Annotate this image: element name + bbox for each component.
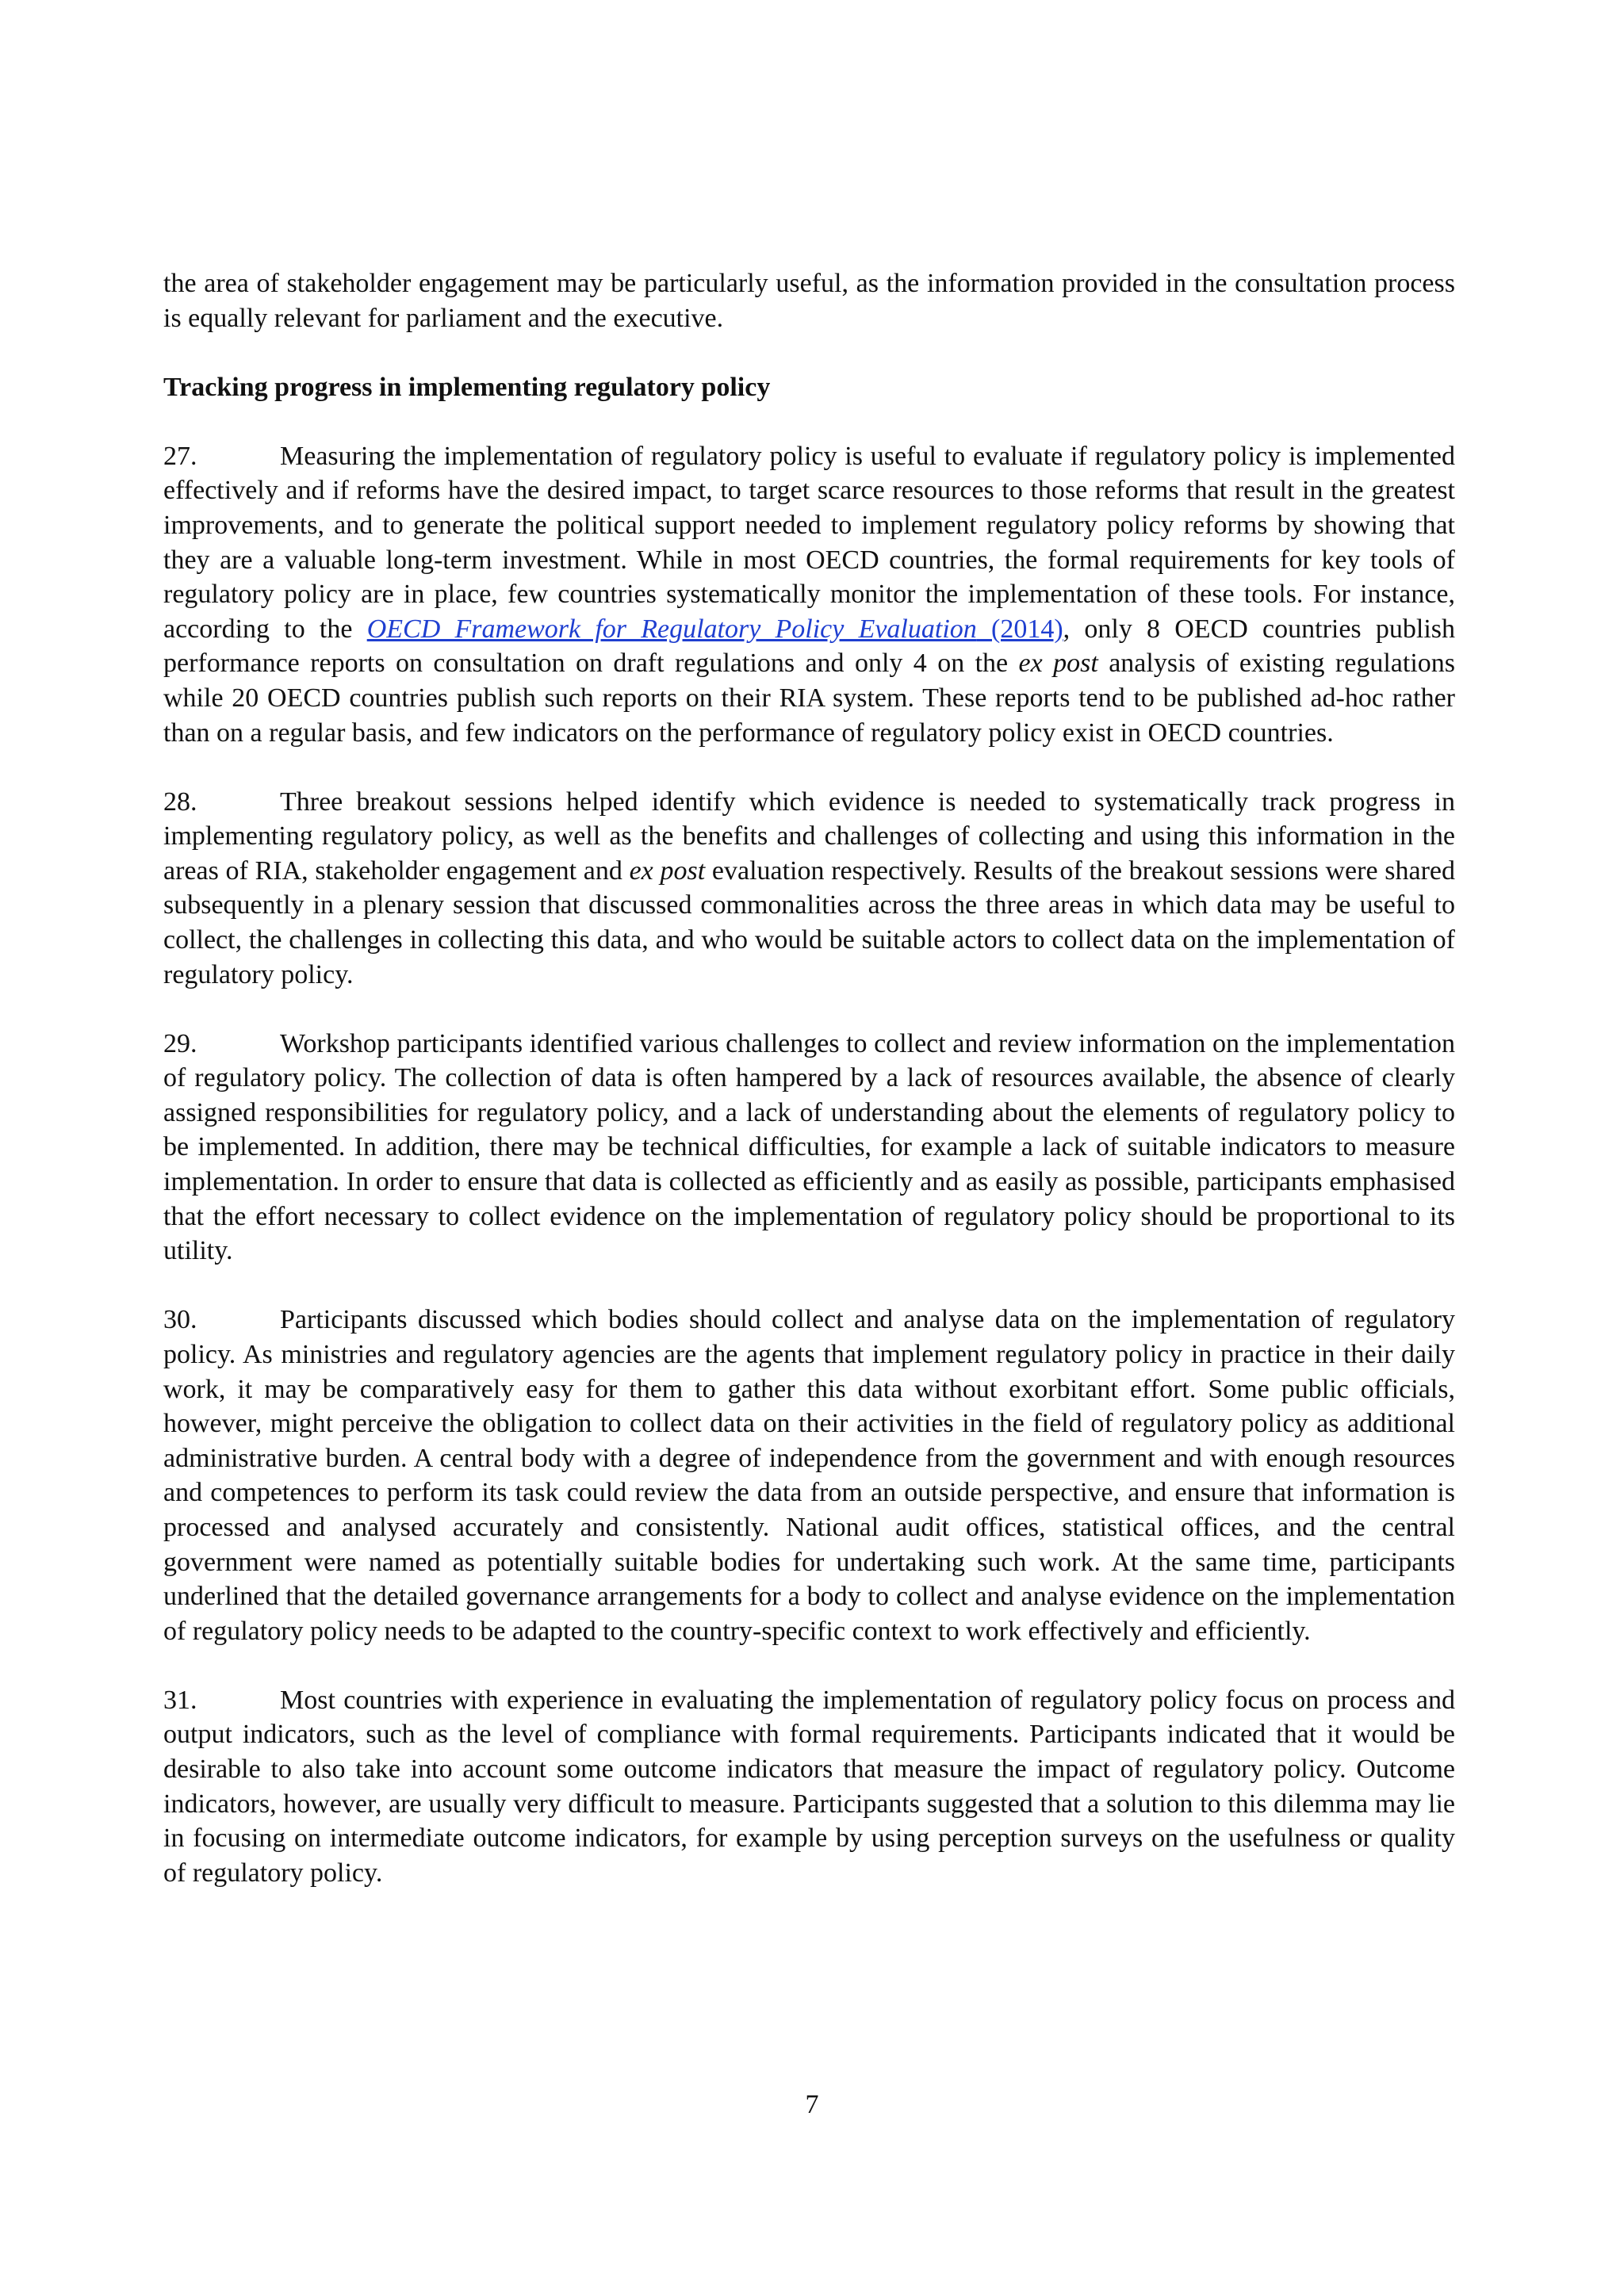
paragraph-27 bbox=[163, 439, 1455, 750]
paragraph-text: Most countries with experience in evaluating the implementation of regulatory policy focus on process and output indicators, such as the level of compliance with formal requirements. Participants indicated that it would be desirable to also take into account some outcome indicators that measure the impact of regulatory policy. Outcome indicators, however, are usually very difficult to measure. Participants suggested that a solution to this dilemma may lie in focusing on intermediate outcome indicators, for example by using perception surveys on the usefulness or quality of regulatory policy. bbox=[163, 1685, 1455, 1888]
paragraph-number: 30. bbox=[163, 1305, 197, 1335]
paragraph-text: , only 8 OECD countries publish performance reports on consultation on draft regulations and only 4 on the bbox=[163, 614, 1455, 679]
paragraph-number: 28. bbox=[163, 786, 197, 817]
section-heading: Tracking progress in implementing regulatory policy bbox=[163, 372, 771, 402]
paragraph-number: 27. bbox=[163, 441, 197, 471]
paragraph-text: analysis of existing regulations while 20 OECD countries publish such reports on their RIA system. These reports tend to be published ad-hoc rather than on a regular basis, and few indicators on the performance of regulatory policy exist in OECD countries. bbox=[163, 649, 1455, 748]
paragraph-text: evaluation respectively. Results of the breakout sessions were shared subsequently in a plenary session that discussed commonalities across the three areas in which data may be useful to collect, the challenges in collecting this data, and who would be suitable actors to collect data on the implementation of regulatory policy. bbox=[163, 855, 1455, 989]
paragraph-text: Workshop participants identified various challenges to collect and review information on the implementation of regulatory policy. The collection of data is often hampered by a lack of resources available, the absence of clearly assigned responsibilities for regulatory policy, and a lack of understanding about the elements of regulatory policy to be implemented. In addition, there may be technical difficulties, for example a lack of suitable indicators to measure implementation. In order to ensure that data is collected as efficiently and as easily as possible, participants emphasised that the effort necessary to collect evidence on the implementation of regulatory policy should be proportional to its utility. bbox=[163, 1028, 1455, 1266]
italic-term: ex post bbox=[629, 855, 706, 886]
paragraph-text: Participants discussed which bodies should collect and analyse data on the implementation of regulatory policy. As ministries and regulatory agencies are the agents that implement regulatory policy in practice in their daily work, it may be comparatively easy for them to gather this data without exorbitant effort. Some public officials, however, might perceive the obligation to collect data on their activities in the field of regulatory policy as additional administrative burden. A central body with a degree of independence from the government and with enough resources and competences to perform its task could review the data from an outside perspective, and ensure that information is processed and analysed accurately and consistently. National audit offices, statistical offices, and the central government were named as potentially suitable bodies for undertaking such work. At the same time, participants underlined that the detailed governance arrangements for a body to collect and analyse evidence on the implementation of regulatory policy needs to be adapted to the country-specific context to work effectively and efficiently. bbox=[163, 1305, 1455, 1646]
paragraph-number: 31. bbox=[163, 1685, 197, 1715]
intro-paragraph: the area of stakeholder engagement may be particularly useful, as the information provided in the consultation process is equally relevant for parliament and the executive. bbox=[163, 269, 1455, 333]
paragraph-28 bbox=[163, 785, 1455, 993]
paragraph-text: Three breakout sessions helped identify which evidence is needed to systematically track progress in implementing regulatory policy, as well as the benefits and challenges of collecting and using this information in the areas of RIA, stakeholder engagement and bbox=[163, 786, 1455, 886]
italic-term: ex post bbox=[1018, 649, 1098, 679]
paragraph-31 bbox=[163, 1683, 1455, 1891]
page-number: 7 bbox=[805, 2090, 819, 2119]
link-title: OECD Framework for Regulatory Policy Evaluation bbox=[366, 614, 977, 644]
link-year: (2014) bbox=[976, 614, 1063, 644]
paragraph-29 bbox=[163, 1027, 1455, 1269]
oecd-framework-link[interactable] bbox=[367, 614, 1063, 644]
paragraph-number: 29. bbox=[163, 1028, 197, 1058]
document-body bbox=[163, 266, 1455, 1925]
paragraph-text: Measuring the implementation of regulatory policy is useful to evaluate if regulatory policy is implemented effectively and if reforms have the desired impact, to target scarce resources to those reforms that result in the greatest improvements, and to generate the political support needed to implement regulatory policy reforms by showing that they are a valuable long-term investment. While in most OECD countries, the formal requirements for key tools of regulatory policy are in place, few countries systematically monitor the implementation of these tools. For instance, according to the bbox=[163, 441, 1455, 644]
paragraph-30 bbox=[163, 1303, 1455, 1648]
